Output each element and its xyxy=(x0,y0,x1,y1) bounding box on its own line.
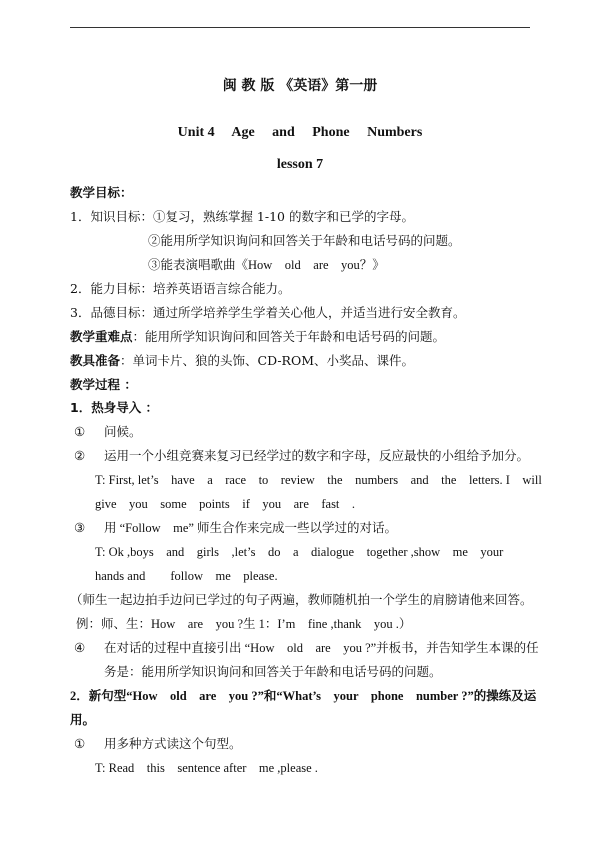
process-item-4 xyxy=(74,640,539,656)
process-heading: 教学过程 ： xyxy=(70,377,137,392)
lesson-title: lesson 7 xyxy=(276,157,324,172)
process-item-5 xyxy=(74,736,242,752)
item-marker: ② xyxy=(74,448,86,463)
process-item-2 xyxy=(74,448,529,464)
item-marker: ① xyxy=(74,424,86,439)
moral-goal: 3．品德目标：通过所学培养学生学着关心他人，并适当进行安全教育。 xyxy=(70,305,466,320)
process-item-3 xyxy=(74,520,397,536)
activity-note: （师生一起边拍手边问已学过的句子两遍，教师随机拍一个学生的肩膀请他来回答。 xyxy=(70,592,533,607)
item-text: 用多种方式读这个句型。 xyxy=(104,736,242,751)
ability-goal: 2．能力目标：培养英语语言综合能力。 xyxy=(70,281,291,296)
process-item-4-continued: 务是：能用所学知识询问和回答关于年龄和电话号码的问题。 xyxy=(104,664,442,679)
item-text: 在对话的过程中直接引出 “How old are you ?”并板书，并告知学生本课的任 xyxy=(104,641,539,655)
section-2-heading-continued: 用。 xyxy=(70,712,96,727)
item-marker: ③ xyxy=(74,520,86,535)
item-marker: ① xyxy=(74,736,86,751)
key-points-label: 教学重难点 xyxy=(70,329,133,344)
teacher-line-5: T: Read this sentence after me ,please . xyxy=(95,761,318,775)
warmup-heading: 1．热身导入 ： xyxy=(70,400,159,415)
goals-heading: 教学目标： xyxy=(70,185,133,200)
materials-text: ：单词卡片、狼的头饰、CD-ROM、小奖品、课件。 xyxy=(120,353,415,368)
knowledge-goal-2: ②能用所学知识询问和回答关于年龄和电话号码的问题。 xyxy=(148,233,461,248)
unit-title: Unit 4 Age and Phone Numbers xyxy=(177,125,423,140)
materials-line xyxy=(70,353,414,369)
teacher-line-2: give you some points if you are fast . xyxy=(95,497,356,511)
knowledge-goal-3: ③能表演唱歌曲《How old are you？》 xyxy=(148,258,385,272)
header-rule xyxy=(70,27,530,28)
item-text: 问候。 xyxy=(104,424,142,439)
key-points-line xyxy=(70,329,445,345)
document-title: 闽 教 版 《英语》第一册 xyxy=(222,78,378,94)
materials-label: 教具准备 xyxy=(70,353,121,368)
dialogue-example: 例：师、生：How are you ?生 1：I’m fine ,thank you .） xyxy=(76,617,412,631)
knowledge-goal-1: 1．知识目标：①复习，熟练掌握 1-10 的数字和已学的字母。 xyxy=(70,209,414,224)
item-marker: ④ xyxy=(74,640,86,655)
teacher-line-4: hands and follow me please. xyxy=(95,569,278,583)
item-text: 运用一个小组竞赛来复习已经学过的数字和字母，反应最快的小组给予加分。 xyxy=(104,448,530,463)
key-points-text: ：能用所学知识询问和回答关于年龄和电话号码的问题。 xyxy=(132,329,446,344)
teacher-line-1: T: First, let’s have a race to review the numbers and the letters. I will xyxy=(95,473,542,487)
section-2-heading: 2．新句型“How old are you ?”和“What’s your phone number ?”的操练及运 xyxy=(70,689,537,703)
item-text: 用 “Follow me” 师生合作来完成一些以学过的对话。 xyxy=(104,521,398,535)
teacher-line-3: T: Ok ,boys and girls ,let’s do a dialogue together ,show me your xyxy=(95,545,504,559)
process-item-1 xyxy=(74,424,142,440)
